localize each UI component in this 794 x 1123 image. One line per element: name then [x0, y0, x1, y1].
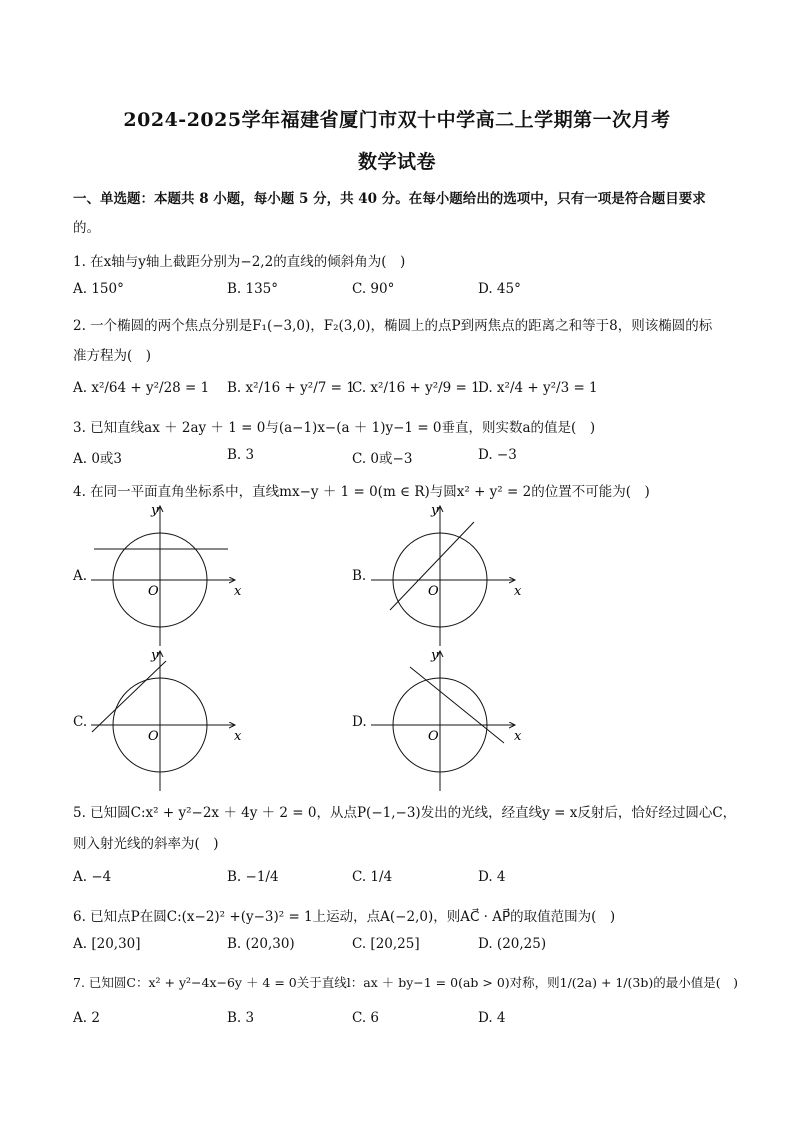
q4-option-a: A. — [73, 568, 88, 584]
fig-a-y-label: y — [151, 503, 159, 518]
q5-option-b: B. −1/4 — [227, 869, 279, 885]
q3-option-b: B. 3 — [227, 447, 255, 463]
fig-b-x-label: x — [514, 584, 522, 599]
q2-option-c: C. x²/16 + y²/9 = 1 — [352, 380, 480, 396]
section-heading: 一、单选题：本题共 8 小题，每小题 5 分，共 40 分。在每小题给出的选项中，只有一项是符合题目要求 — [73, 191, 706, 207]
question-1-stem: 1. 在x轴与y轴上截距分别为−2,2的直线的倾斜角为( ) — [73, 254, 406, 270]
q7-option-d: D. 4 — [478, 1010, 506, 1026]
question-7-stem: 7. 已知圆C：x² + y²−4x−6y ＋ 4 = 0关于直线l：ax ＋ by−1 = 0(ab > 0)对称，则1/(2a) + 1/(3b)的最小值是( ) — [73, 975, 739, 990]
q4-option-d: D. — [352, 714, 367, 730]
question-6-stem: 6. 已知点P在圆C:(x−2)² +(y−3)² = 1上运动，点A(−2,0)，则AC⃗ · AP⃗的取值范围为( ) — [73, 909, 616, 925]
q6-option-d: D. (20,25) — [478, 936, 547, 952]
question-2-stem: 2. 一个椭圆的两个焦点分别是F₁(−3,0)，F₂(3,0)，椭圆上的点P到两焦点的距离之和等于8，则该椭圆的标 — [73, 318, 713, 334]
fig-b-y-label: y — [431, 503, 439, 518]
q2-option-b: B. x²/16 + y²/7 = 1 — [227, 380, 355, 396]
q7-option-c: C. 6 — [352, 1010, 380, 1026]
q3-option-d: D. −3 — [478, 447, 517, 463]
q2-option-d: D. x²/4 + y²/3 = 1 — [478, 380, 598, 396]
q2-option-a: A. x²/64 + y²/28 = 1 — [73, 380, 210, 396]
q6-option-c: C. [20,25] — [352, 936, 420, 952]
q1-option-b: B. 135° — [227, 281, 279, 297]
q4-option-b: B. — [352, 568, 367, 584]
figure-a — [88, 500, 248, 648]
fig-b-origin-label: O — [428, 584, 439, 599]
figure-c — [88, 645, 248, 793]
fig-c-origin-label: O — [148, 729, 159, 744]
fig-c-y-label: y — [151, 648, 159, 663]
question-2-stem-cont: 准方程为( ) — [73, 348, 152, 364]
fig-d-y-label: y — [431, 648, 439, 663]
figure-d — [368, 645, 528, 793]
q3-option-a: A. 0或3 — [73, 451, 123, 467]
q5-option-a: A. −4 — [73, 869, 112, 885]
question-5-stem: 5. 已知圆C:x² + y²−2x ＋ 4y ＋ 2 = 0，从点P(−1,−3)发出的光线，经直线y = x反射后，恰好经过圆心C， — [73, 805, 737, 821]
document-title: 2024-2025学年福建省厦门市双十中学高二上学期第一次月考 — [123, 109, 671, 131]
fig-d-origin-label: O — [428, 729, 439, 744]
q1-option-c: C. 90° — [352, 281, 395, 297]
question-5-stem-cont: 则入射光线的斜率为( ) — [73, 836, 219, 852]
section-heading-cont: 的。 — [73, 220, 100, 236]
q4-option-c: C. — [73, 714, 88, 730]
fig-a-x-label: x — [234, 584, 242, 599]
q7-option-a: A. 2 — [73, 1010, 100, 1026]
question-4-stem: 4. 在同一平面直角坐标系中，直线mx−y ＋ 1 = 0(m ∈ R)与圆x² + y² = 2的位置不可能为( ) — [73, 484, 650, 500]
q5-option-d: D. 4 — [478, 869, 506, 885]
q3-option-c: C. 0或−3 — [352, 451, 413, 467]
q1-option-d: D. 45° — [478, 281, 521, 297]
question-3-stem: 3. 已知直线ax ＋ 2ay ＋ 1 = 0与(a−1)x−(a ＋ 1)y−1 = 0垂直，则实数a的值是( ) — [73, 420, 596, 436]
fig-c-x-label: x — [234, 729, 242, 744]
figure-b — [368, 500, 528, 648]
q5-option-c: C. 1/4 — [352, 869, 393, 885]
document-subtitle: 数学试卷 — [357, 151, 436, 173]
fig-a-origin-label: O — [148, 584, 159, 599]
q6-option-a: A. [20,30] — [73, 936, 141, 952]
q6-option-b: B. (20,30) — [227, 936, 295, 952]
q7-option-b: B. 3 — [227, 1010, 255, 1026]
q1-option-a: A. 150° — [73, 281, 124, 297]
fig-d-x-label: x — [514, 729, 522, 744]
